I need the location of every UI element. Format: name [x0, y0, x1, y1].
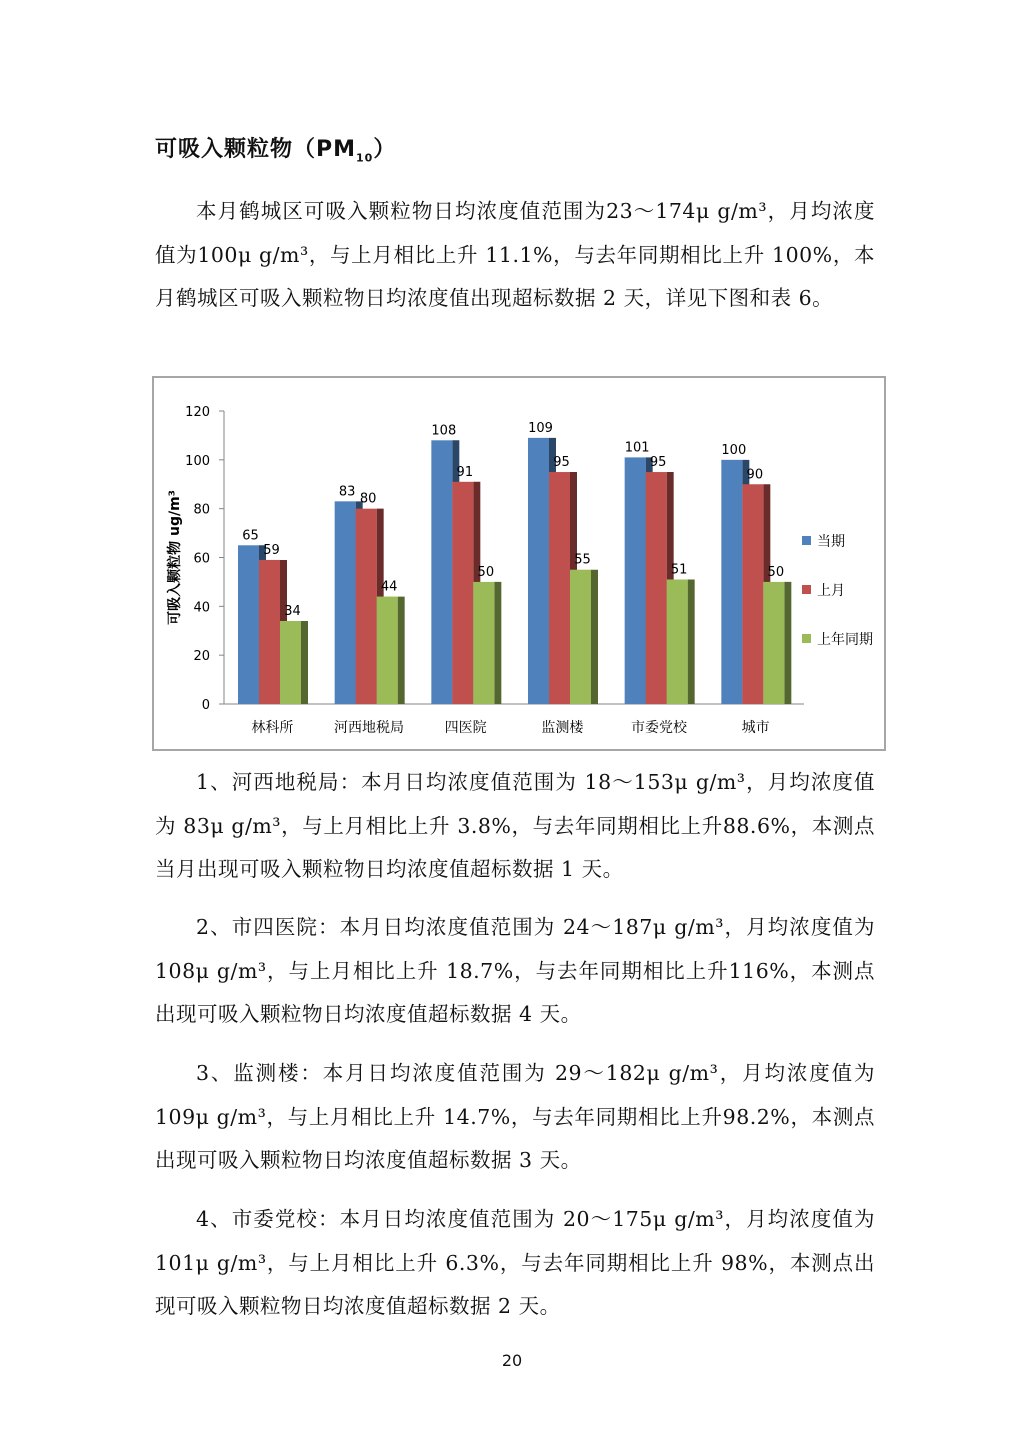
- bar: [238, 545, 259, 704]
- legend-swatch: [802, 634, 811, 643]
- paragraph-station-1: 1、河西地税局：本月日均浓度值范围为 18～153μ g/m³，月均浓度值为 83μ g/m³，与上月相比上升 3.8%，与去年同期相比上升88.6%，本测点当月出现可吸入颗粒物日均浓度值超标数据 1 天。: [155, 770, 875, 881]
- bar-side: [398, 597, 405, 704]
- data-label: 91: [456, 464, 474, 480]
- y-tick-label: 20: [193, 649, 210, 665]
- x-tick-label: 市委党校: [631, 720, 687, 736]
- bar: [667, 579, 688, 704]
- bar: [452, 482, 473, 704]
- legend-swatch: [802, 585, 811, 594]
- bar: [259, 560, 280, 704]
- section-title: 可吸入颗粒物（PM: [155, 137, 357, 162]
- y-tick-label: 100: [185, 453, 210, 469]
- chart-frame: [152, 376, 886, 751]
- y-tick-label: 0: [201, 698, 210, 713]
- paragraph-summary: 本月鹤城区可吸入颗粒物日均浓度值范围为23～174μ g/m³，月均浓度值为100μ g/m³，与上月相比上升 11.1%，与去年同期相比上升 100%，本月鹤城区可吸入颗粒物日均浓度值出现超标数据 2 天，详见下图和表 6。: [155, 199, 875, 310]
- data-label: 65: [242, 528, 259, 544]
- bar: [356, 509, 377, 704]
- bar: [742, 484, 763, 704]
- data-label: 95: [553, 455, 570, 471]
- data-label: 95: [649, 455, 667, 471]
- y-tick-label: 40: [193, 600, 210, 616]
- bar-side: [591, 570, 598, 704]
- bar: [377, 597, 398, 704]
- legend-label: 当期: [817, 534, 845, 550]
- data-label: 100: [721, 442, 747, 458]
- bar: [280, 621, 301, 704]
- data-label: 50: [477, 564, 495, 580]
- bar: [528, 438, 549, 704]
- data-label: 83: [338, 484, 356, 500]
- x-tick-label: 监测楼: [541, 720, 584, 736]
- paragraph-station-2: 2、市四医院：本月日均浓度值范围为 24～187μ g/m³，月均浓度值为 108μ g/m³，与上月相比上升 18.7%，与去年同期相比上升116%，本测点出现可吸入颗粒物日均浓度值超标数据 4 天。: [155, 915, 875, 1026]
- page-number: 20: [501, 1351, 523, 1370]
- data-label: 101: [624, 440, 650, 456]
- data-label: 50: [767, 564, 785, 580]
- y-tick-label: 60: [193, 551, 210, 567]
- data-label: 55: [574, 552, 591, 568]
- section-title-close: ）: [373, 137, 397, 162]
- legend-label: 上月: [817, 583, 845, 599]
- x-tick-label: 河西地税局: [334, 720, 404, 736]
- section-heading: [155, 132, 396, 164]
- bar-side: [688, 579, 695, 704]
- bar: [335, 501, 356, 704]
- paragraph-station-4: 4、市委党校：本月日均浓度值范围为 20～175μ g/m³，月均浓度值为 101μ g/m³，与上月相比上升 6.3%，与去年同期相比上升 98%，本测点出现可吸入颗粒物日均浓度值超标数据 2 天。: [155, 1207, 875, 1318]
- paragraph-station-3: 3、监测楼：本月日均浓度值范围为 29～182μ g/m³，月均浓度值为 109μ g/m³，与上月相比上升 14.7%，与去年同期相比上升98.2%，本测点出现可吸入颗粒物日均浓度值超标数据 3 天。: [155, 1061, 875, 1172]
- data-label: 80: [359, 491, 377, 507]
- data-label: 90: [746, 467, 764, 483]
- y-tick-label: 80: [193, 502, 210, 518]
- x-tick-label: 城市: [741, 720, 770, 736]
- bar: [763, 582, 784, 704]
- bar: [721, 460, 742, 704]
- pm10-bar-chart: [154, 378, 884, 749]
- bar: [473, 582, 494, 704]
- y-axis-label: 可吸入颗粒物 ug/m³: [167, 490, 183, 625]
- data-label: 109: [528, 420, 553, 436]
- bar: [646, 472, 667, 704]
- data-label: 34: [284, 603, 301, 619]
- section-title-subscript: 10: [356, 151, 374, 165]
- bar: [625, 457, 646, 704]
- legend-swatch: [802, 536, 811, 545]
- bar-side: [784, 582, 791, 704]
- bar: [570, 570, 591, 704]
- bar-side: [494, 582, 501, 704]
- y-tick-label: 120: [185, 405, 210, 420]
- bar: [549, 472, 570, 704]
- data-label: 51: [670, 562, 688, 578]
- x-tick-label: 四医院: [444, 720, 487, 736]
- bar: [431, 440, 452, 704]
- data-label: 108: [431, 423, 457, 439]
- data-label: 44: [380, 579, 398, 595]
- x-tick-label: 林科所: [251, 720, 294, 736]
- legend-label: 上年同期: [817, 632, 873, 648]
- bar-side: [301, 621, 308, 704]
- data-label: 59: [263, 542, 280, 558]
